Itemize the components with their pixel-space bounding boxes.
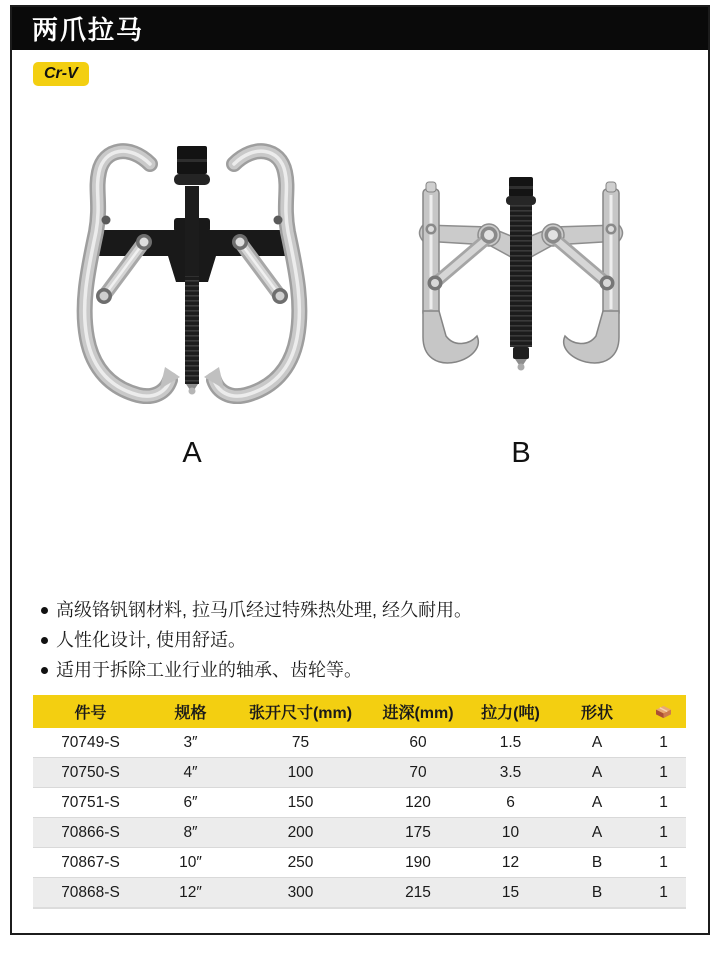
cell-part: 70751-S: [33, 788, 148, 818]
cell-force: 15: [468, 878, 553, 909]
product-label-a: A: [182, 437, 202, 469]
cell-qty: 1: [641, 818, 686, 848]
cell-part: 70867-S: [33, 848, 148, 878]
cell-force: 3.5: [468, 758, 553, 788]
cell-part: 70868-S: [33, 878, 148, 909]
spec-table: [33, 695, 686, 909]
cell-open: 100: [233, 758, 368, 788]
product-image-b: [393, 175, 649, 383]
table-header-row: [33, 695, 686, 728]
cell-depth: 120: [368, 788, 468, 818]
cell-depth: 175: [368, 818, 468, 848]
product-label-b: B: [511, 437, 531, 469]
cell-part: 70866-S: [33, 818, 148, 848]
cell-qty: 1: [641, 848, 686, 878]
cell-force: 12: [468, 848, 553, 878]
cell-force: 6: [468, 788, 553, 818]
feature-item: 人性化设计, 使用舒适。: [40, 625, 472, 655]
cell-part: 70749-S: [33, 728, 148, 758]
cell-shape: A: [553, 758, 641, 788]
feature-item: 高级铬钒钢材料, 拉马爪经过特殊热处理, 经久耐用。: [40, 595, 472, 625]
crv-badge: Cr-V: [33, 62, 89, 86]
cell-spec: 3″: [148, 728, 233, 758]
feature-list: [40, 595, 472, 685]
cell-spec: 4″: [148, 758, 233, 788]
table-row: [33, 848, 686, 878]
table-row: [33, 728, 686, 758]
table-row: [33, 818, 686, 848]
col-header-part: 件号: [33, 695, 148, 728]
cell-spec: 6″: [148, 788, 233, 818]
cell-open: 250: [233, 848, 368, 878]
catalog-page-frame: [10, 5, 710, 935]
page-title: 两爪拉马: [32, 15, 145, 45]
cell-force: 10: [468, 818, 553, 848]
cell-depth: 215: [368, 878, 468, 909]
cell-depth: 60: [368, 728, 468, 758]
cell-depth: 70: [368, 758, 468, 788]
col-header-spec: 规格: [148, 695, 233, 728]
col-header-open: 张开尺寸(mm): [233, 695, 368, 728]
cell-open: 200: [233, 818, 368, 848]
cell-part: 70750-S: [33, 758, 148, 788]
cell-open: 75: [233, 728, 368, 758]
table-row: [33, 878, 686, 909]
cell-qty: 1: [641, 758, 686, 788]
page-header: [12, 7, 708, 50]
product-image-a: [70, 140, 314, 404]
package-icon: [654, 704, 673, 719]
cell-qty: 1: [641, 878, 686, 909]
table-row: [33, 788, 686, 818]
cell-spec: 10″: [148, 848, 233, 878]
cell-open: 150: [233, 788, 368, 818]
cell-shape: B: [553, 878, 641, 909]
cell-spec: 12″: [148, 878, 233, 909]
col-header-force: 拉力(吨): [468, 695, 553, 728]
cell-spec: 8″: [148, 818, 233, 848]
cell-shape: A: [553, 728, 641, 758]
cell-depth: 190: [368, 848, 468, 878]
cell-shape: A: [553, 818, 641, 848]
cell-open: 300: [233, 878, 368, 909]
col-header-depth: 进深(mm): [368, 695, 468, 728]
cell-qty: 1: [641, 788, 686, 818]
cell-shape: B: [553, 848, 641, 878]
table-row: [33, 758, 686, 788]
cell-shape: A: [553, 788, 641, 818]
cell-qty: 1: [641, 728, 686, 758]
feature-item: 适用于拆除工业行业的轴承、齿轮等。: [40, 655, 472, 685]
col-header-shape: 形状: [553, 695, 641, 728]
two-jaw-puller-type-a-icon: [70, 140, 314, 404]
cell-force: 1.5: [468, 728, 553, 758]
col-header-qty: [641, 695, 686, 728]
two-jaw-puller-type-b-icon: [393, 175, 649, 383]
